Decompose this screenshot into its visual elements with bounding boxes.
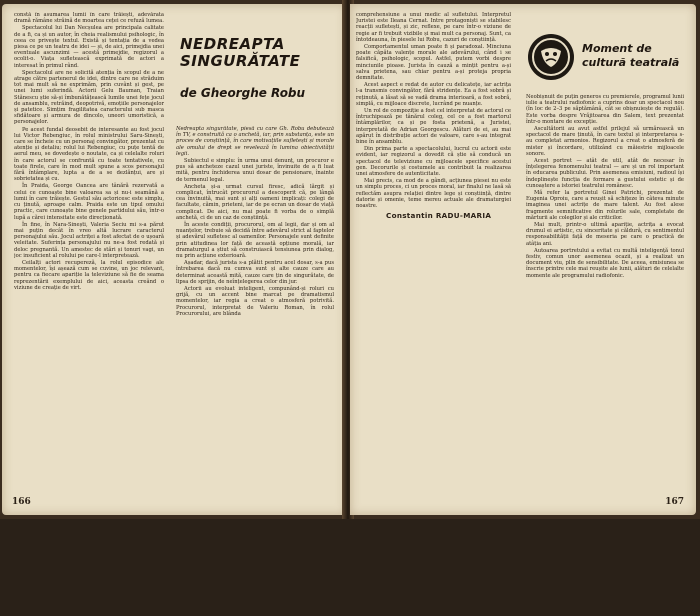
right-column-2 xyxy=(526,94,684,494)
paragraph: Ancheta și-a urmat cursul firesc, adică lărgit și complicat, întrucât procurorul a descoperit că, pe lângă cea învinuită, mai sunt și alți oameni implicați: colegi de facultate, cămin, prieteni, iar de pe ecran un dosar de viață complicat. De aici, nu mai poate fi vorba de o simplă anchetă, ci de un caz de conștiință. xyxy=(176,183,334,221)
paragraph: Ceilalți actori recupereză, la rolul episodice ale momentelor, își așează cum se cuvine, un joc relevant, pentru ca fiecare apariție la televiziune să fie de seama reprezentării exemplului de aici, aceasta creând o viziune de creație de virt. xyxy=(14,259,164,291)
paragraph: Mă refer la portretul Ginei Patrichi, prezentat de Eugenia Oproiu, care a reușit să schițeze în câteva minute imaginea unei actrițe de mare talent. Au fost alese fragmente semnificative din rolurile sale, completate de mărturii ale colegilor și ale criticilor. xyxy=(526,190,684,221)
left-column-1 xyxy=(14,12,164,502)
paragraph: Spectacolul lui Dan Necșulea are principala calitate de a fi, ca și un autor, în cheia realismului psihologic, în ceea ce privește textul. Există și tentația de a vedea piesa ce pe un teatru de idei — și, de aici, primejdia unei eventuale ascunzimi — acestă primejdie, regizorul a ocolit-o. Viața sufletească exprimată de actori a interesat în primul rând. xyxy=(14,25,164,69)
paragraph: Acest portret — atât de util, atât de necesar în înțelegerea fenomenului teatral — are și un rol important în educarea publicului. Prin asemenea emisiuni, radioul își îndeplinește funcția de formare a gustului estetic și de cunoaștere a istoriei teatrului românesc. xyxy=(526,158,684,189)
left-page xyxy=(2,4,346,515)
paragraph: Pe acest fundal deosebit de interesante au fost jocul lui Victor Rebengiuc, în rolul ministrului Saru-Sinești, care se încheie cu un personaj convingător, prezentat cu atenție și detaliu; rolul lui Rebengiuc, cu puțe tentă de aerul meu, se dovedește o noutate, ca și celelalte roluri în care actorul se confruntă cu toate tentativele, cu toate firele, care în mod mult spune a scos personajul fără întâmplare, lupta a de a se dezlănțui, are și sobrietatea și cu. xyxy=(14,126,164,183)
paragraph: În aceste condiții, procurorul, om al legii, dar și om al nuanțelor, trebuie să decidă între adevărul strict al faptelor și adevărul sufletesc al oamenilor. Personajele sunt definite prin atitudinea lor față de această opțiune morală, iar dramaturgul a știut să construiască tensiunea prin dialog, nu prin acțiune exterioară. xyxy=(176,222,334,260)
page-number: 166 xyxy=(12,497,31,507)
article-byline: de Gheorghe Robu xyxy=(180,86,306,100)
paragraph: În Praida, George Oancea are tânără rezervată a celui ce cunoaște bine valoarea sa și nu-i seamănă a lumii în care trăiește. Gestul său actoricesc este simplu, cu ținută, aproape calm. Praida este un tipul omului practic, care cunoaște bine genele partidului său, într-o lupă a cărei intensitate este direcționată. xyxy=(14,183,164,221)
paragraph: comprehensiune a unui medic al sufletului. Interpretul Juristei este Ileana Cernat. Intre protagoniști se stabilesc reacții sufletești, și zic, reflexe, pe care într-o viziune de regie ar fi trebuit vizibile și mai mult ca personaj. Sunt, ca întotdeauna, în piesele lui Robu, cazuri de conștiință. xyxy=(356,12,511,43)
article-title: NEDREAPTA SINGURĂTATE xyxy=(180,35,301,70)
paragraph: Subiectul e simplu: în urma unui denunț, un procuror e pus să ancheteze cazul unei juriste, învinuite de a fi luat mită, pentru închiderea unui dosar de pensionare, înainte de termenul legal. xyxy=(176,158,334,183)
right-page xyxy=(350,4,696,515)
paragraph: Un rol de compoziție a fost cel interpretat de actorul ce întruchipează pe tânărul coleg, cel ce a fost martorul întâmplărilor, ca și pe fosta prietenă, a Juristei, interpretată de Adrian Georgescu. Alături de ei, au mai apărut în distribuție actori de valoare, care s-au integrat bine în ansamblu. xyxy=(356,108,511,146)
paragraph: Ascultătorii au avut astfel prilejul să urmărească un spectacol de mare ținută, în care textul și interpretarea s-au completat armonios. Regizorul a creat o atmosferă de mister și încordare, utilizând cu măiestrie mijloacele sonore. xyxy=(526,126,684,157)
paragraph: Actorii au evoluat inteligent, compunând-și roluri cu grijă, cu un accent bine marcat pe dramatismul momentelor, iar regia a creat o atmosferă potrivită. Procurorul, interpretat de Valeriu Roman, în rolul Procurorului, are blânda xyxy=(176,286,334,317)
paragraph: Acest aspect e redat de autor cu delicatețe, iar actrița l-a transmis convingător, fără stridențe. Ea a fost sobră și reținută, a lăsat să se vadă drama interioară, a fost sobră, simplă, cu mijloace discrete, lucrând pe nuanțe. xyxy=(356,82,511,107)
paragraph: Mai precis, ca mod de a gândi, acțiunea piesei nu este un simplu proces, ci un proces moral, iar finalul ne lasă să reflectăm asupra relației dintre lege și conștiință, dintre datorie și omenie, teme mereu actuale ale dramaturgiei noastre. xyxy=(356,178,511,210)
left-column-2 xyxy=(176,126,334,616)
paragraph: constă în asumarea lumii în care trăiești, adevărata dramă rămâne străină de moartea ceței ce refuză lumea. xyxy=(14,12,164,25)
right-column-1 xyxy=(356,12,511,482)
paragraph: Autoarea portretului a evitat cu multă inteligență tonul festiv, comun unor asemenea ocazii, și a realizat un document viu, plin de sensibilitate. De aceea, emisiunea se înscrie printre cele mai reușite ale lunii, alături de celelalte momente ale programului radiofonic. xyxy=(526,247,684,279)
paragraph: Nedreapta singurătate, piesă cu care Gh. Robu debutează în TV, e construită ca o anchetă, iar, prin substanța, este un proces de conștiință, în care motivațiile sufletești și morale ale omului de drept se revelează în lumina obiectivității legii. xyxy=(176,126,334,157)
article-heading xyxy=(180,36,340,100)
paragraph: Spectacolul are ne solicită atenția în scopul de a ne atrage către partenerul de idei, dintre care ne străduim tot mai mult să ne exprimăm, prin cuvânt și gest, pe unei lumi suferindă. Actorii Gelu Bauman, Traian Stănescu știe să-și îmbunătățească lumile unei fețe jocul de ansamblu, retrăind, deopotrivă, emoțiile personajelor și patetice. Simțim fragilitatea caracterului sub masca sfidătoare și armura de dincolo, uneori umoristică, a personajelor. xyxy=(14,69,164,126)
author-signature: Constantin RADU-MARIA xyxy=(386,211,492,221)
page-number: 167 xyxy=(665,497,684,507)
paragraph: În fine, în Nara-Sinești, Valeria Seciu mi s-a părut mai puțin decât în vreo altă lucrare caracterul personajului său. Jocul actriței a fost afectat de o ușoară veleitate. Suferința personajului nu ne-a fost redată și deloc pregnantă. Un amestec de stări și tonuri vagi, un joc insuficient al rolului pe care-l interpretează. xyxy=(14,221,164,259)
paragraph: Comportamentul uman poate fi și paradoxal. Minciuna poate căpăta valențe morale ale adevărului, când i se falsifică, psihologic, scopul. Astfel, putem vorbi despre minciunile pioase. Jurista în cauză a mințit pentru a-și salva prietena, sau chiar pentru a-și proteja propria demnitate. xyxy=(356,44,511,82)
section-title: Moment de cultură teatrală xyxy=(582,42,680,69)
paragraph: Așadar, dacă jurista s-a plătit pentru acel dosar, s-a pus întrebarea dacă nu cumva sunt și alte cauze care au determinat această mită, cauze care țin de singurătate, de lipsa de sprijin, de neînțelegerea celor din jur. xyxy=(176,260,334,285)
paragraph: Neobișnuit de puțin generos cu premierele, programul lunii iulie a teatrului radiofonic a cuprins doar un spectacol nou (în loc de 2–3 pe săptămână, cât se obișnuiește de regulă). Este vorba despre Vrăjitoarea din Salem, text prezentat într-o montare de excepție. xyxy=(526,94,684,125)
paragraph: Mai mult, printr-o ultimă apariție, actrița a evocat drumul ei artistic, cu sinceritate și căldură, cu sentimentul responsabilității față de meseria pe care o practică de atâția ani. xyxy=(526,222,684,247)
masks-logo-icon xyxy=(528,34,574,80)
paragraph: Din prima parte a spectacolului, lucrul cu actorii este evident, iar regizorul a dovedit că știe să conducă un spectacol de televiziune cu mijloacele specifice acestui gen. Decorurile și costumele au contribuit la realizarea unei atmosfere de autenticitate. xyxy=(356,146,511,178)
section-header xyxy=(524,34,689,89)
